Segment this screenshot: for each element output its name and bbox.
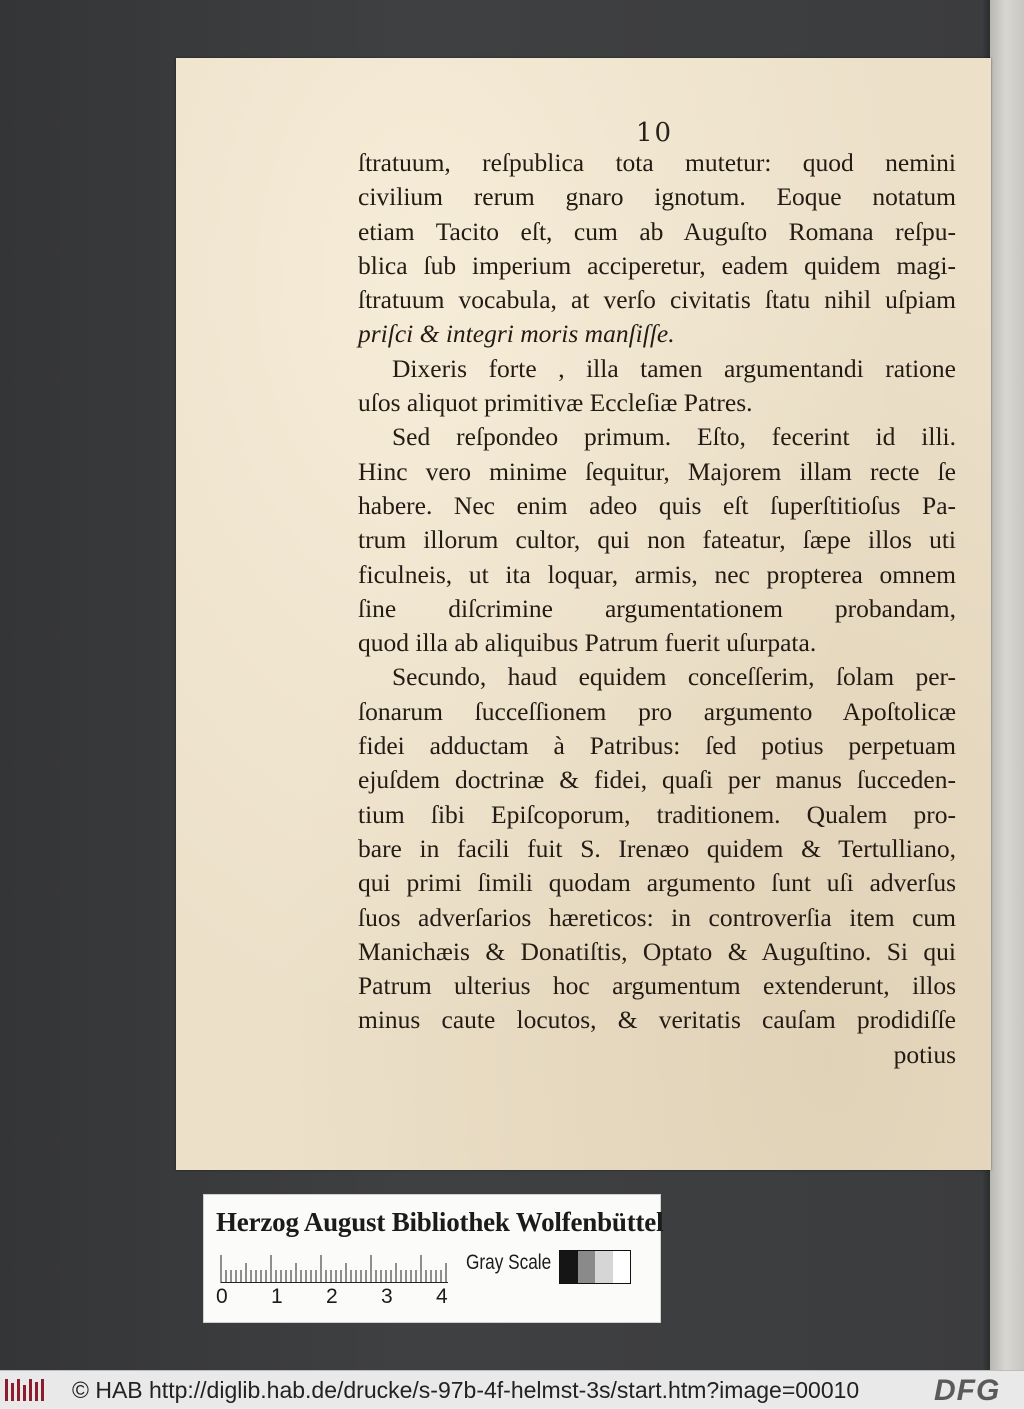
page-text <box>358 146 956 1072</box>
text-line: Secundo, haud equidem conceſſerim, ſolam per- <box>392 662 956 692</box>
text-line: ſuos adverſarios hæreticos: in controverſia item cum <box>358 902 956 932</box>
ruler-number: 4 <box>436 1285 448 1308</box>
dfg-logo: DFG <box>934 1374 1001 1407</box>
hab-barcode-icon <box>4 1377 46 1403</box>
gray-swatch <box>595 1251 613 1283</box>
text-line: potius <box>893 1039 956 1069</box>
text-line: ejuſdem doctrinæ & fidei, quaſi per manus ſucceden- <box>358 765 956 795</box>
text-line: quod illa ab aliquibus Patrum fuerit uſurpata. <box>358 628 817 658</box>
footer-bar <box>0 1370 1024 1409</box>
ruler-number: 1 <box>271 1285 283 1308</box>
text-line: Dixeris forte , illa tamen argumentandi ratione <box>392 353 956 383</box>
text-line: bare in facili fuit S. Irenæo quidem & Tertulliano, <box>358 833 956 863</box>
text-line: priſci & integri moris manſiſſe. <box>358 319 675 349</box>
adjacent-page-edge <box>990 0 1024 1370</box>
ruler-number: 3 <box>381 1285 393 1308</box>
text-line: fidei adductam à Patribus: ſed potius perpetuam <box>358 731 956 761</box>
text-line: Hinc vero minime ſequitur, Majorem illam recte ſe <box>358 456 956 486</box>
text-line: ficulneis, ut ita loquar, armis, nec propterea omnem <box>358 559 956 589</box>
ruler-number: 2 <box>326 1285 338 1308</box>
color-chart-card <box>203 1194 664 1323</box>
page-number: 10 <box>636 118 674 148</box>
gray-swatch <box>578 1251 596 1283</box>
book-page <box>176 58 991 1170</box>
text-line: Manichæis & Donatiſtis, Optato & Auguſtino. Si qui <box>358 936 956 966</box>
text-line: uſos aliquot primitivæ Eccleſiæ Patres. <box>358 388 753 418</box>
text-line: blica ſub imperium acciperetur, eadem quidem magi- <box>358 250 956 280</box>
gray-swatch <box>560 1251 578 1283</box>
source-url[interactable]: © HAB http://diglib.hab.de/drucke/s-97b-4f-helmst-3s/start.htm?image=00010 <box>72 1377 860 1403</box>
ruler-scale <box>218 1253 448 1283</box>
gray-scale-swatches <box>559 1250 631 1284</box>
ruler-number: 0 <box>216 1285 228 1308</box>
text-line: Sed reſpondeo primum. Eſto, fecerint id illi. <box>392 422 956 452</box>
gray-swatch <box>613 1251 631 1283</box>
text-line: habere. Nec enim adeo quis eſt ſuperſtitioſus Pa- <box>358 490 956 520</box>
text-line: tium ſibi Epiſcoporum, traditionem. Qualem pro- <box>358 799 956 829</box>
text-line: civilium rerum gnaro ignotum. Eoque notatum <box>358 182 956 212</box>
library-title: Herzog August Bibliothek Wolfenbüttel <box>216 1207 664 1237</box>
text-line: ſtratuum, reſpublica tota mutetur: quod nemini <box>358 148 956 177</box>
ruler-numbers <box>216 1285 456 1313</box>
text-line: trum illorum cultor, qui non fateatur, ſæpe illos uti <box>358 525 956 555</box>
text-line: etiam Tacito eſt, cum ab Auguſto Romana reſpu- <box>358 216 956 246</box>
text-line: ſtratuum vocabula, at verſo civitatis ſtatu nihil uſpiam <box>358 285 956 315</box>
text-line: ſine diſcrimine argumentationem probandam, <box>358 593 956 623</box>
gray-scale-label: Gray Scale <box>466 1251 552 1274</box>
text-line: ſonarum ſucceſſionem pro argumento Apoſtolicæ <box>358 696 956 726</box>
text-line: Patrum ulterius hoc argumentum extenderunt, illos <box>358 971 956 1001</box>
text-line: minus caute locutos, & veritatis cauſam prodidiſſe <box>358 1005 956 1035</box>
text-line: qui primi ſimili quodam argumento ſunt uſi adverſus <box>358 868 956 898</box>
